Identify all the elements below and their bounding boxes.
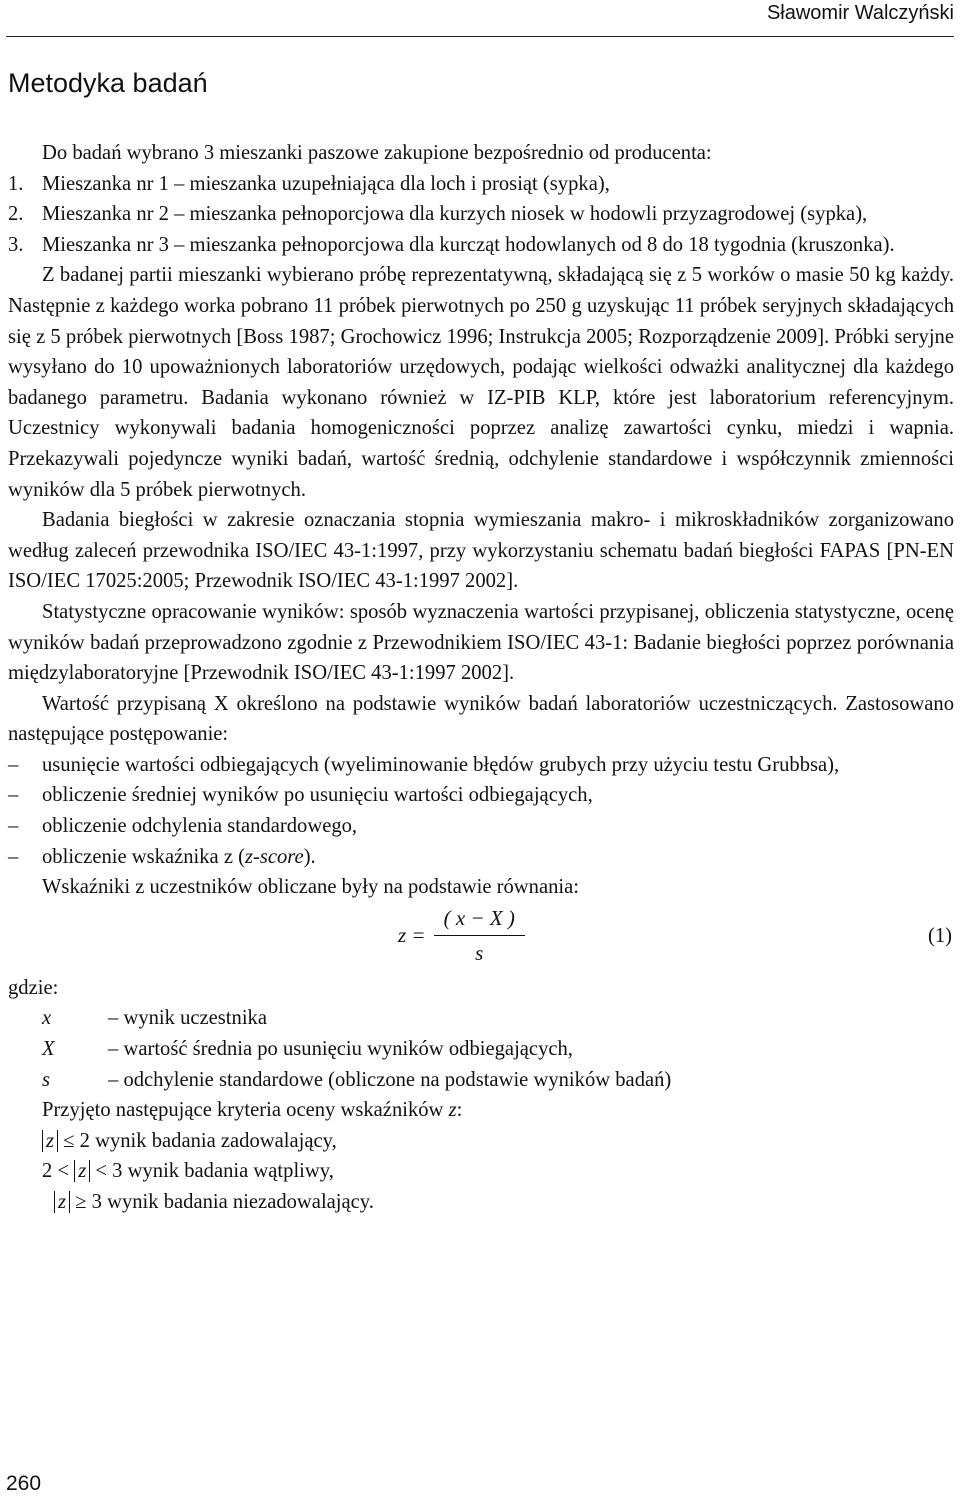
criterion-item — [8, 1187, 954, 1218]
criterion-abs-z: z — [42, 1130, 58, 1152]
list-number: 3. — [8, 233, 24, 256]
sampling-paragraph: Z badanej partii mieszanki wybierano próbę reprezentatywną, składającą się z 5 worków o masie 50 kg każdy. Następnie z każdego worka pobrano 11 próbek pierwotnych po 250 g uzyskując 11 próbek seryjnych składających się z 5 próbek pierwotnych [Boss 1987; Grochowicz 1996; Instrukcja 2005; Rozporządzenie 2009]. Próbki seryjne wysyłano do 10 upoważnionych laboratoriów urzędowych, podając wielkości odważki analitycznej dla każdego badanego parametru. Badania wykonano również w IZ-PIB KLP, które jest laboratorium referencyjnym. Uczestnicy wykonywali badania homogeniczności poprzez analizę zawartości cynku, miedzi i wapnia. Przekazywali pojedyncze wyniki badań, wartość średnią, odchylenie standardowe i współczynnik zmienności wyników dla 5 próbek pierwotnych. — [8, 264, 954, 501]
procedure-text: obliczenie średniej wyników po usunięciu wartości odbiegających, — [42, 784, 593, 807]
equation-lhs: z = — [398, 923, 426, 948]
criterion-text: wynik badania zadowalający, — [95, 1129, 337, 1152]
z-score-equation — [398, 905, 525, 966]
mixture-item — [8, 199, 954, 230]
page-number: 260 — [6, 1472, 42, 1495]
body-text — [8, 138, 954, 1218]
procedure-text: obliczenie odchylenia standardowego, — [42, 815, 358, 838]
procedure-item — [8, 750, 954, 781]
criteria-intro-end: : — [456, 1099, 463, 1122]
running-head: Sławomir Walczyński — [766, 2, 954, 24]
list-text: Mieszanka nr 1 – mieszanka uzupełniająca dla loch i prosiąt (sypka), — [42, 172, 610, 195]
criterion-abs-z: z — [54, 1191, 70, 1213]
equation-intro: Wskaźniki z uczestników obliczane były na podstawie równania: — [42, 876, 579, 899]
list-number: 2. — [8, 203, 24, 226]
definition-symbol: x — [42, 1007, 52, 1030]
assigned-value-paragraph: Wartość przypisaną X określono na podstawie wyników badań laboratoriów uczestniczących. Zastosowano następujące postępowanie: — [8, 692, 954, 746]
equation-numerator: ( x − X ) — [434, 905, 525, 936]
definition-item — [8, 1003, 954, 1034]
definition-text: – wartość średnia po usunięciu wyników odbiegających, — [108, 1038, 573, 1061]
list-number: 1. — [8, 172, 24, 195]
dash-bullet: – — [8, 784, 19, 807]
proficiency-paragraph: Badania biegłości w zakresie oznaczania stopnia wymieszania makro- i mikroskładników zorganizowano według zaleceń przewodnika ISO/IEC 43-1:1997, przy wykorzystaniu schematu badań biegłości FAPAS [PN-EN ISO/IEC 17025:2005; Przewodnik ISO/IEC 43-1:1997 2002]. — [8, 509, 954, 593]
where-label: gdzie: — [8, 976, 59, 999]
dash-bullet: – — [8, 845, 19, 868]
procedure-text-emphasis: z-score — [244, 845, 304, 868]
definition-item — [8, 1065, 954, 1096]
section-title: Metodyka badań — [8, 68, 208, 98]
criteria-intro-text: Przyjęto następujące kryteria oceny wskaźników — [42, 1099, 449, 1122]
definition-symbol: X — [42, 1038, 55, 1061]
mixture-list — [8, 169, 954, 261]
criterion-operator: < 3 — [95, 1160, 123, 1183]
criterion-text: wynik badania wątpliwy, — [127, 1160, 334, 1183]
definition-text: – wynik uczestnika — [108, 1007, 267, 1030]
definition-symbol: s — [42, 1068, 51, 1091]
dash-bullet: – — [8, 753, 19, 776]
mixture-item — [8, 230, 954, 261]
definition-item — [8, 1034, 954, 1065]
procedure-item — [8, 842, 954, 873]
criterion-operator: ≥ 3 — [75, 1191, 102, 1213]
criterion-text: wynik badania niezadowalający. — [107, 1191, 374, 1213]
procedure-text: obliczenie wskaźnika z ( — [42, 845, 245, 868]
intro-paragraph: Do badań wybrano 3 mieszanki paszowe zakupione bezpośrednio od producenta: — [42, 142, 712, 164]
criterion-abs-z: z — [74, 1160, 90, 1182]
equation-block — [8, 903, 954, 973]
procedure-item — [8, 811, 954, 842]
criteria-list — [8, 1126, 954, 1218]
procedure-text-end: ). — [303, 845, 316, 868]
definition-text: – odchylenie standardowe (obliczone na podstawie wyników badań) — [108, 1068, 672, 1091]
header-rule — [6, 36, 954, 37]
dash-bullet: – — [8, 815, 19, 838]
equation-number: (1) — [927, 924, 952, 947]
criterion-prefix: 2 < — [42, 1160, 70, 1183]
mixture-item — [8, 169, 954, 200]
equation-fraction — [434, 905, 525, 966]
statistics-paragraph: Statystyczne opracowanie wyników: sposób wyznaczenia wartości przypisanej, obliczenia statystyczne, ocenę wyników badań przeprowadzono zgodnie z Przewodnikiem ISO/IEC 43-1: Badanie biegłości poprzez porównania międzylaboratoryjne [Przewodnik ISO/IEC 43-1:1997 2002]. — [8, 600, 954, 685]
list-text: Mieszanka nr 2 – mieszanka pełnoporcjowa dla kurzych niosek w hodowli przyzagrodowej (sypka), — [42, 203, 868, 226]
criterion-item — [8, 1126, 954, 1157]
criterion-item — [42, 1156, 954, 1187]
list-text: Mieszanka nr 3 – mieszanka pełnoporcjowa dla kurcząt hodowlanych od 8 do 18 tygodnia (kruszonka). — [42, 233, 895, 256]
definition-list — [8, 1003, 954, 1095]
procedure-item — [8, 780, 954, 811]
criteria-intro-variable: z — [448, 1099, 457, 1122]
equation-denominator: s — [475, 940, 484, 965]
criteria-intro — [8, 1095, 954, 1126]
procedure-text: usunięcie wartości odbiegających (wyeliminowanie błędów grubych przy użyciu testu Grubbsa), — [42, 753, 840, 776]
criterion-operator: ≤ 2 — [63, 1129, 90, 1152]
procedure-list — [8, 750, 954, 872]
